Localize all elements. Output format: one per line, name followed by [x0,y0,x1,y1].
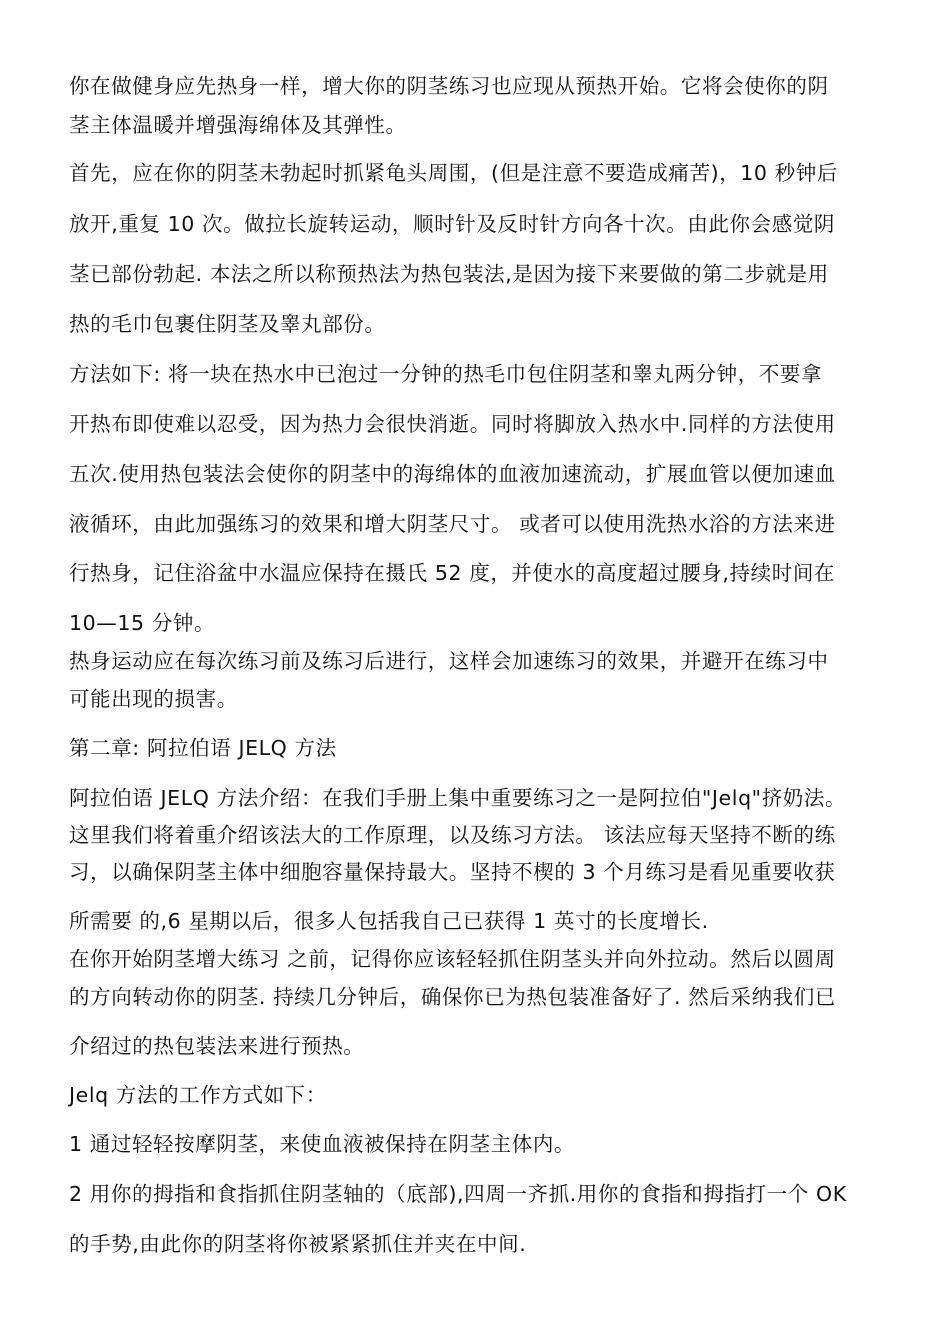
text-line: 热的毛巾包裹住阴茎及睾丸部份。 [69,312,386,336]
text-line: 在你开始阴茎增大练习 之前，记得你应该轻轻抓住阴茎头并向外拉动。然后以圆周 [69,947,836,971]
text-line: 的手势,由此你的阴茎将你被紧紧抓住并夹在中间. [69,1232,527,1256]
list-item: 2 用你的拇指和食指抓住阴茎轴的（底部),四周一齐抓.用你的食指和拇指打一个 OK [69,1182,847,1206]
text-line: 你在做健身应先热身一样，增大你的阴茎练习也应现从预热开始。它将会使你的阴 [69,74,829,98]
text-line: 习，以确保阴茎主体中细胞容量保持最大。坚持不楔的 3 个月练习是看见重要收获 [69,860,836,884]
text-line: Jelq 方法的工作方式如下： [69,1083,327,1107]
text-line: 放开,重复 10 次。做拉长旋转运动，顺时针及反时针方向各十次。由此你会感觉阴 [69,212,836,236]
text-line: 介绍过的热包装法来进行预热。 [69,1034,365,1058]
text-line: 茎主体温暖并增强海绵体及其弹性。 [69,113,407,137]
text-line: 热身运动应在每次练习前及练习后进行，这样会加速练习的效果，并避开在练习中 [69,649,829,673]
text-line: 可能出现的损害。 [69,687,238,711]
text-line: 行热身，记住浴盆中水温应保持在摄氏 52 度，并使水的高度超过腰身,持续时间在 [69,561,836,585]
text-line: 方法如下: 将一块在热水中已泡过一分钟的热毛巾包住阴茎和睾丸两分钟，不要拿 [69,362,823,386]
chapter-heading: 第二章: 阿拉伯语 JELQ 方法 [69,736,337,760]
text-line: 的方向转动你的阴茎. 持续几分钟后，确保你已为热包装准备好了. 然后采纳我们已 [69,985,836,1009]
text-line: 五次.使用热包装法会使你的阴茎中的海绵体的血液加速流动，扩展血管以便加速血 [69,462,836,486]
text-line: 液循环，由此加强练习的效果和增大阴茎尺寸。 或者可以使用洗热水浴的方法来进 [69,512,836,536]
text-line: 10—15 分钟。 [69,611,216,635]
text-line: 阿拉伯语 JELQ 方法介绍：在我们手册上集中重要练习之一是阿拉伯"Jelq"挤奶法。 [69,786,847,810]
text-line: 所需要 的,6 星期以后，很多人包括我自己已获得 1 英寸的长度增长. [69,909,709,933]
text-line: 茎已部份勃起. 本法之所以称预热法为热包装法,是因为接下来要做的第二步就是用 [69,262,829,286]
text-line: 这里我们将着重介绍该法大的工作原理，以及练习方法。 该法应每天坚持不断的练 [69,823,836,847]
text-line: 开热布即使难以忍受，因为热力会很快消逝。同时将脚放入热水中.同样的方法使用 [69,412,836,436]
list-item: 1 通过轻轻按摩阴茎，来使血液被保持在阴茎主体内。 [69,1132,576,1156]
text-line: 首先，应在你的阴茎未勃起时抓紧龟头周围，(但是注意不要造成痛苦)，10 秒钟后 [69,161,838,185]
